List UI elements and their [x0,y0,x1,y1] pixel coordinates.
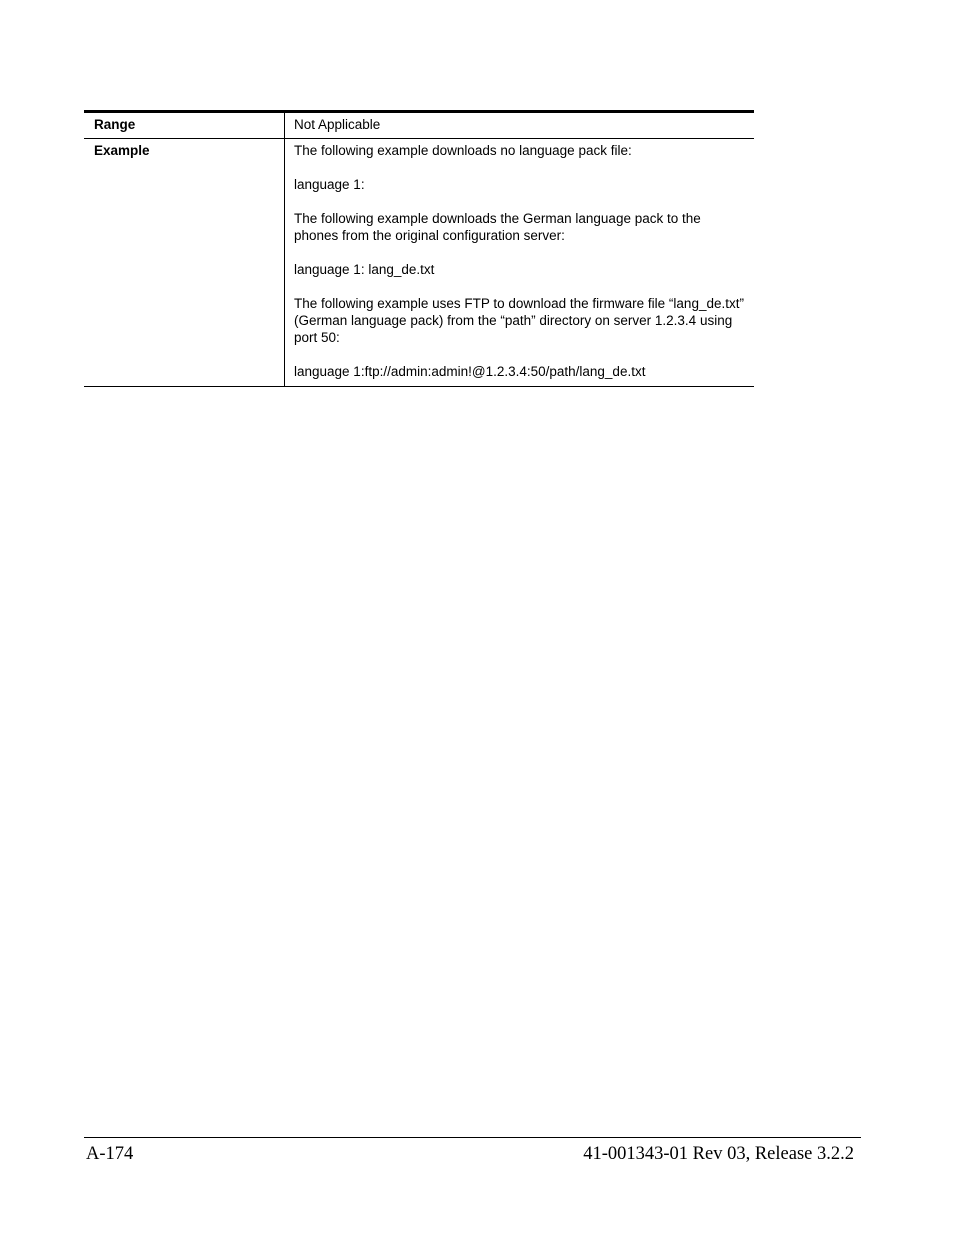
row-value-example [285,139,755,387]
row-label-range: Range [84,112,285,139]
table-row-example [84,139,754,387]
row-value-range [285,112,755,139]
example-description-1: The following example downloads no language pack file: [294,143,632,158]
document-id: 41-001343-01 Rev 03, Release 3.2.2 [583,1144,854,1164]
example-command-2: language 1: lang_de.txt [294,262,435,277]
example-description-2: The following example downloads the German language pack to the phones from the original configuration server: [294,211,701,243]
example-command-3: language 1:ftp://admin:admin!@1.2.3.4:50/path/lang_de.txt [294,364,646,379]
table-row-range [84,112,754,139]
parameter-table [84,110,754,387]
example-description-3: The following example uses FTP to download the firmware file “lang_de.txt” (German language pack) from the “path” directory on server 1.2.3.4 using port 50: [294,296,744,345]
row-label-example: Example [84,139,285,387]
footer-divider [84,1137,861,1138]
range-value-text: Not Applicable [294,117,381,132]
example-command-1: language 1: [294,177,365,192]
page-number: A-174 [86,1144,134,1164]
